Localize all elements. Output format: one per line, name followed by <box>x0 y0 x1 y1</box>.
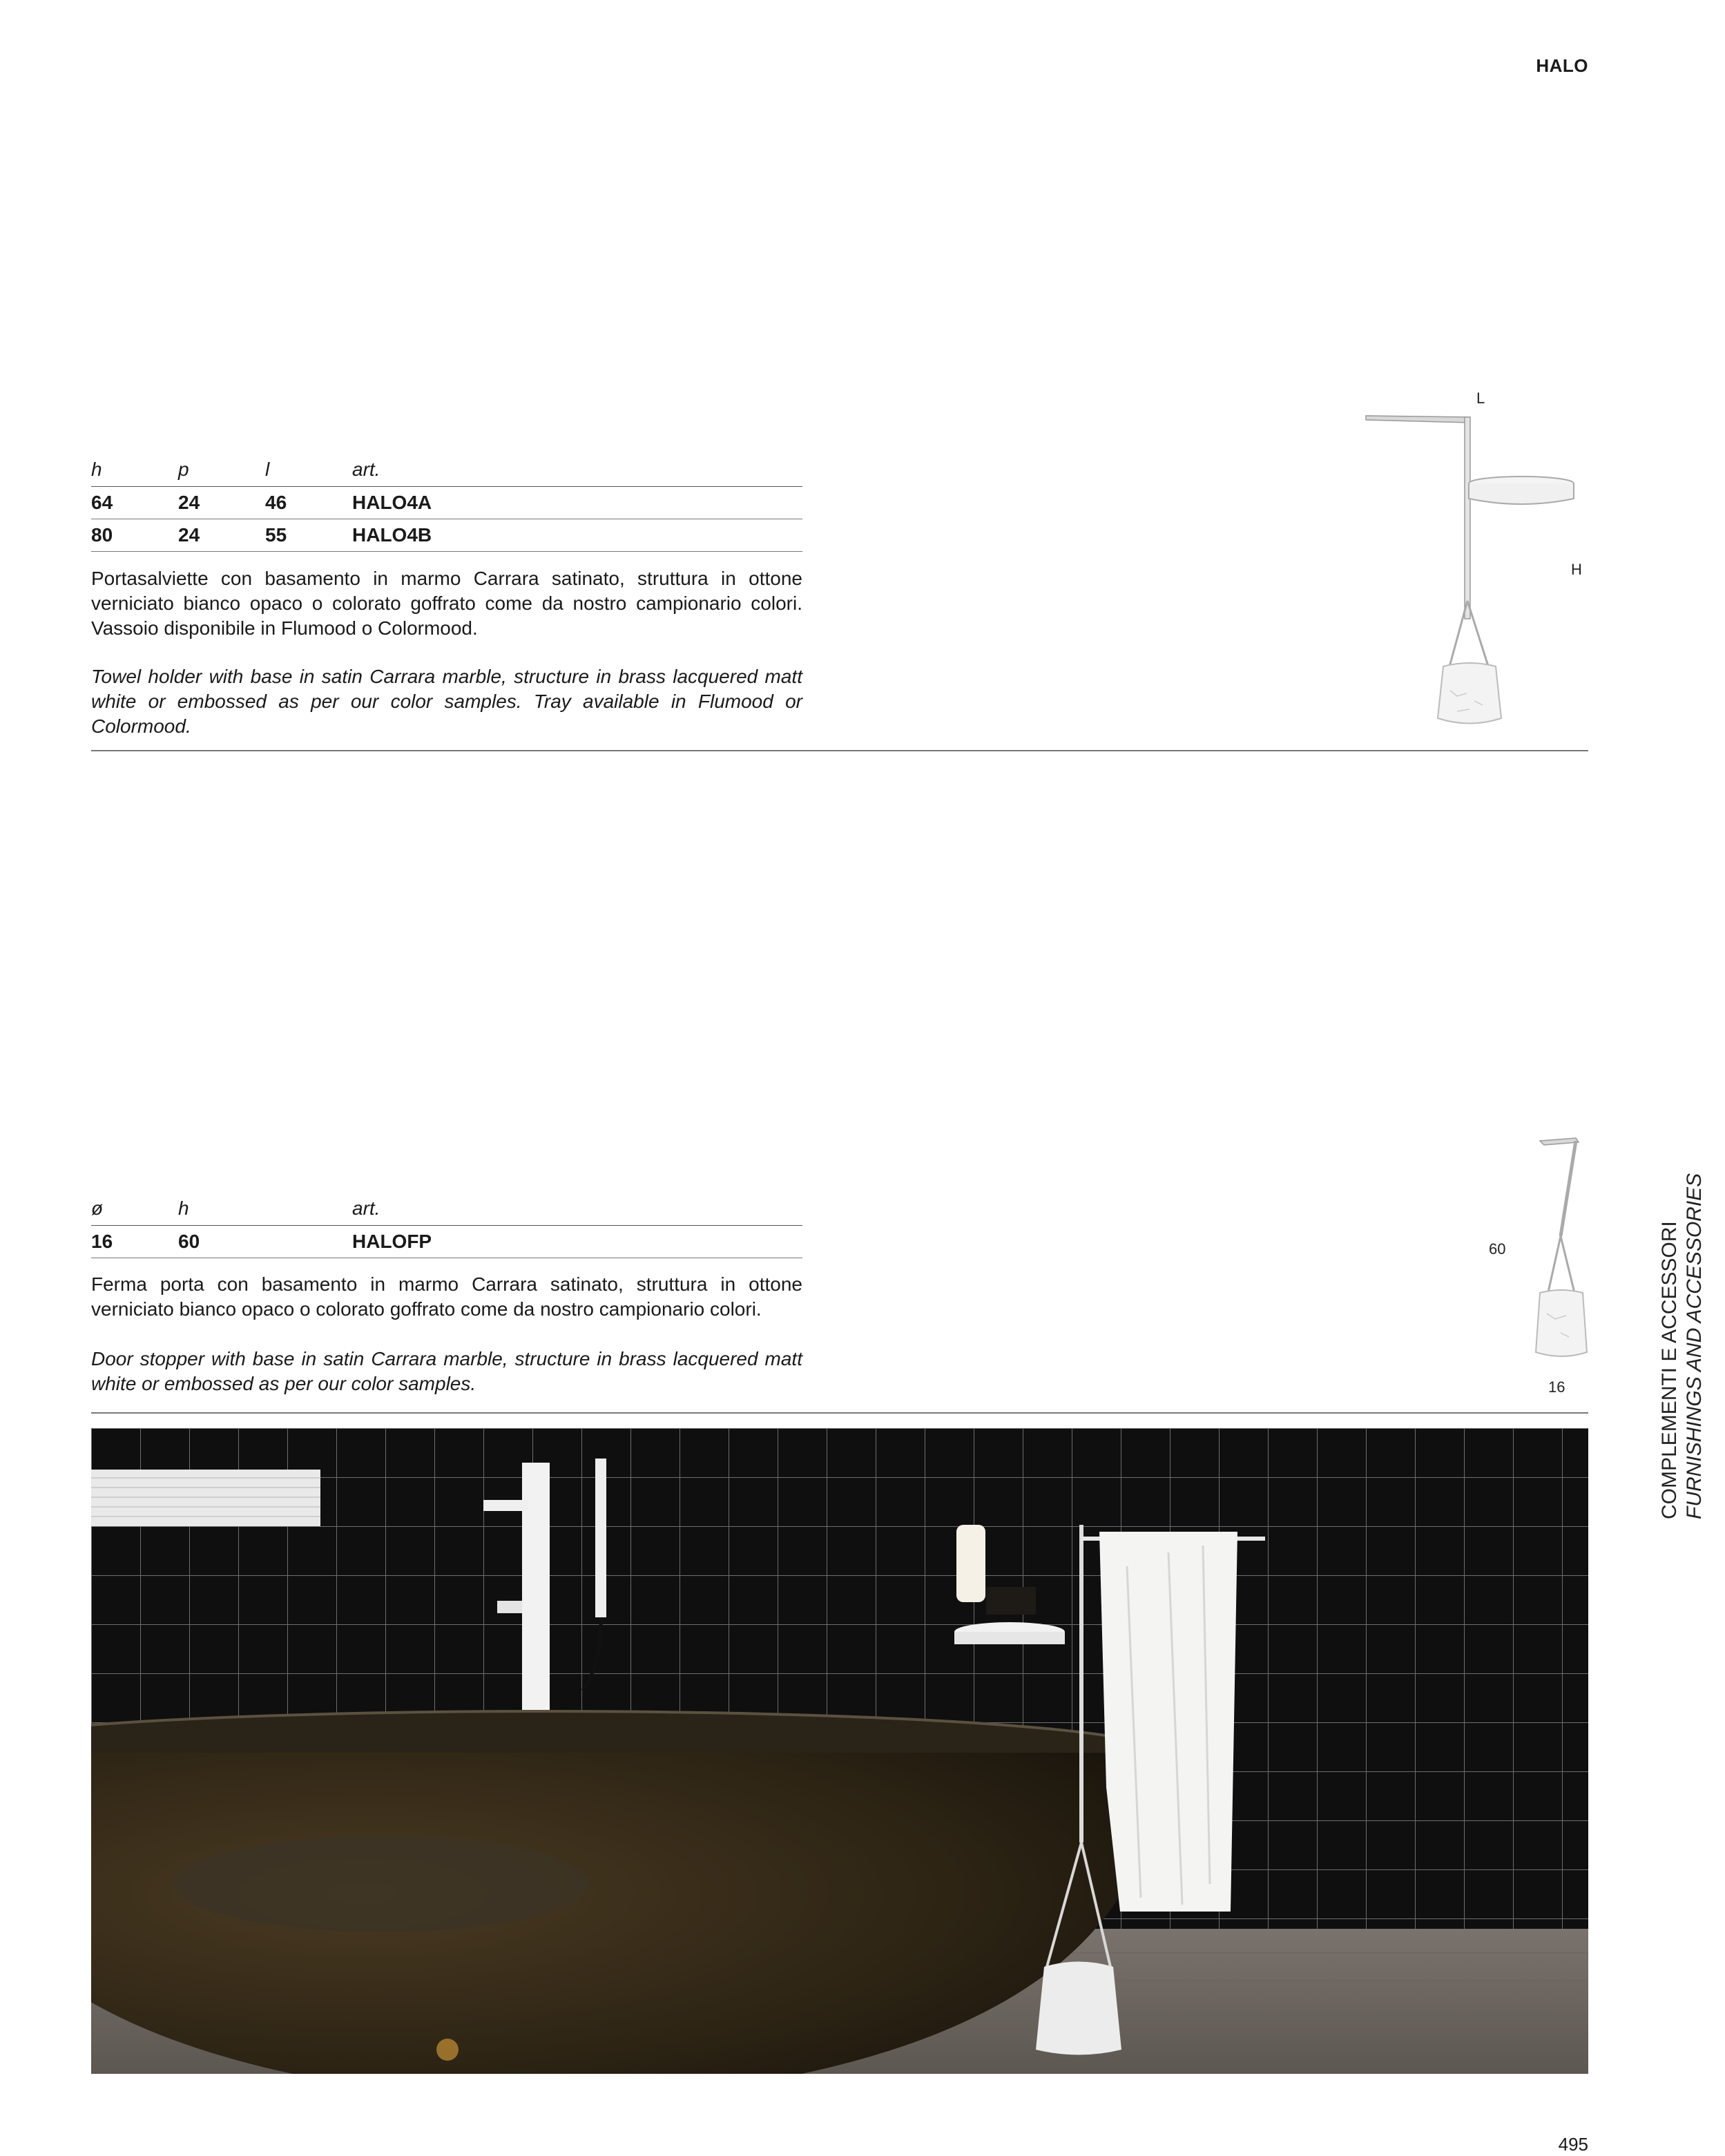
dimension-label-h: H <box>1571 561 1582 578</box>
cell: HALOFP <box>352 1226 802 1258</box>
cell: 24 <box>178 487 265 519</box>
sidebar-line-english: FURNISHINGS AND ACCESSORIES <box>1683 1173 1706 1519</box>
bathroom-photo <box>91 1428 1588 2074</box>
spec-table-halofp <box>91 1193 802 1258</box>
description-italian-halo4: Portasalviette con basamento in marmo Carrara satinato, struttura in ottone verniciato bianco opaco o colorato goffrato come da nostro campionario colori. Vassoio disponibile in Flumood o Colormood. <box>91 568 802 639</box>
page-title: HALO <box>1536 55 1588 76</box>
cell: HALO4A <box>352 487 802 519</box>
table-header-row <box>91 454 802 487</box>
sidebar-line-italian: COMPLEMENTI E ACCESSORI <box>1658 1221 1681 1519</box>
description-english-halo4: Towel holder with base in satin Carrara marble, structure in brass lacquered matt white or embossed as per our color samples. Tray available in Flumood or Colormood. <box>91 666 802 737</box>
col-header-art: art. <box>352 454 802 487</box>
spec-table-halo4 <box>91 454 802 552</box>
col-header-h: h <box>91 454 178 487</box>
col-header-diameter: ø <box>91 1193 178 1226</box>
col-header-h: h <box>178 1193 352 1226</box>
cell: 46 <box>265 487 352 519</box>
description-english-halofp: Door stopper with base in satin Carrara marble, structure in brass lacquered matt white or embossed as per our color samples. <box>91 1348 802 1394</box>
col-header-l: l <box>265 454 352 487</box>
col-header-art: art. <box>352 1193 802 1226</box>
section-sidebar-label <box>1657 1105 1707 1519</box>
col-header-p: p <box>178 454 265 487</box>
bathroom-scene <box>91 1428 1588 2074</box>
cell: 60 <box>178 1226 352 1258</box>
table-row <box>91 1226 802 1258</box>
cell: 80 <box>91 519 178 552</box>
table-row <box>91 487 802 519</box>
dimension-label-height: 60 <box>1489 1240 1506 1258</box>
cell: HALO4B <box>352 519 802 552</box>
door-stopper-drawing <box>1519 1133 1602 1367</box>
section-divider <box>91 1412 1588 1414</box>
table-row <box>91 519 802 552</box>
description-italian-halofp: Ferma porta con basamento in marmo Carrara satinato, struttura in ottone verniciato bianco opaco o colorato goffrato come da nostro campionario colori. <box>91 1273 802 1320</box>
cell: 64 <box>91 487 178 519</box>
cell: 24 <box>178 519 265 552</box>
dimension-label-diameter: 16 <box>1548 1378 1565 1396</box>
towel-holder-drawing <box>1353 387 1588 746</box>
table-header-row <box>91 1193 802 1226</box>
section-divider <box>91 750 1588 751</box>
cell: 55 <box>265 519 352 552</box>
page-number: 495 <box>1558 2134 1588 2155</box>
cell: 16 <box>91 1226 178 1258</box>
dimension-label-l: L <box>1476 389 1485 407</box>
